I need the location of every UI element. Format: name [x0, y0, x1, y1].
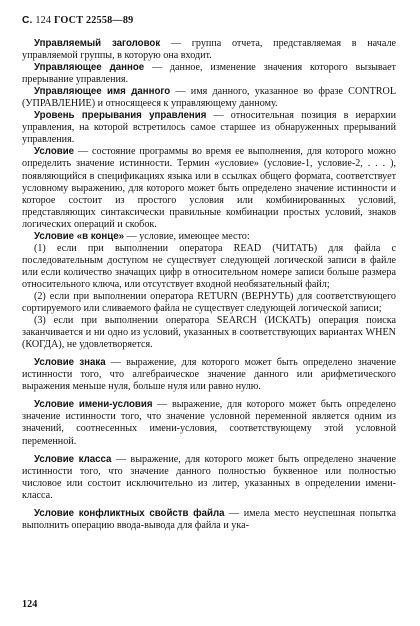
header-standard: ГОСТ 22558—89: [53, 15, 134, 26]
definition-term: Управляемый заголовок: [34, 38, 161, 49]
definition-text: — группа отчета, представляемая в начале управляемой группы, в которую она входит.: [22, 38, 396, 62]
definition-text: — выражение, для которого может быть определено значение истинности того, что значение данного полностью буквенное или полностью числовое или состоит исключительно из литер, указанных в определении имени-класса.: [22, 453, 396, 501]
definition-term: Управляющее данное: [34, 62, 145, 74]
definition-text: — имя данного, указанное во фразе CONTROL (УПРАВЛЕНИЕ) и относящееся к управляющему данному.: [22, 86, 396, 110]
definition-entry: [22, 454, 396, 502]
definition-text: — выражение, для которого может быть определено значение истинности того, что алгебраическое значение данного или арифметического выражения меньше нуля, больше нуля или равно нулю.: [22, 357, 396, 393]
condition-item: (3) если при выполнении оператора SEARCH (ИСКАТЬ) операция поиска заканчивается и ни одно из условий, указанных в соответствующих вариантах WHEN (КОГДА), не удовлетворяется.: [22, 315, 396, 351]
definition-text: — условие, имеющее место:: [124, 230, 250, 242]
definition-entry: [22, 231, 396, 243]
document-body: [22, 38, 396, 532]
condition-item: (2) если при выполнении оператора RETURN (ВЕРНУТЬ) для соответствующего сортируемого или сливаемого файла не существует следующей логической записи;: [22, 290, 396, 315]
definition-term: Условие «в конце»: [34, 230, 124, 242]
page-footer-number: 124: [22, 599, 38, 610]
page-header: [22, 15, 133, 26]
definition-term: Условие конфликтных свойств файла: [34, 507, 225, 519]
definition-text: — имела место неуспешная попытка выполнить операцию ввода-вывода для файла и ука-: [22, 507, 396, 531]
definition-text: — состояние программы во время ее выполнения, для которого можно определить значение истинности. Термин «условие» (условие-1, условие-2, . . . ), появляющийся в спецификациях языка или в ссылках общего формата, соответствует условному выражению, для которого может быть определено значение истинности и которое состоит из простого условия или комбинированных условий, представляющих синтаксически правильные комбинации простых условий, знаков логических операций и скобок.: [22, 146, 396, 230]
definition-term: Условие имени-условия: [34, 399, 153, 411]
definition-entry: [22, 508, 396, 532]
definition-entry: [22, 110, 396, 146]
definition-entry: [22, 399, 396, 447]
definition-entry: [22, 62, 396, 86]
header-letter: С.: [22, 15, 33, 26]
definition-term: Условие класса: [34, 453, 112, 465]
definition-term: Управляющее имя данного: [34, 86, 171, 98]
condition-item: (1) если при выполнении оператора READ (ЧИТАТЬ) для файла с последовательным доступом не существует следующей логической записи в файле или если количество значащих цифр в относительном номере записи больше размера относительного ключа, или отсутствует входной необязательный файл;: [22, 242, 396, 290]
definition-term: Условие знака: [34, 357, 106, 369]
definition-text: — выражение, для которого может быть определено значение истинности того, что значение условной переменной является одним из значений, соотнесенных имени-условия, соответствующему этой условной переменной.: [22, 399, 396, 447]
definition-entry: [22, 86, 396, 110]
definition-term: Условие: [34, 146, 75, 158]
definition-term: Уровень прерывания управления: [34, 110, 207, 122]
definition-text: — относительная позиция в иерархии управления, на которой встретилось самое старшее из обнаруженных прерываний управления.: [22, 110, 396, 146]
definition-entry: [22, 357, 396, 393]
definition-entry: [22, 38, 396, 62]
header-page-number: 124: [35, 15, 52, 26]
definition-text: — данное, изменение значения которого вызывает прерывание управления.: [22, 62, 396, 86]
definition-entry: [22, 146, 396, 230]
